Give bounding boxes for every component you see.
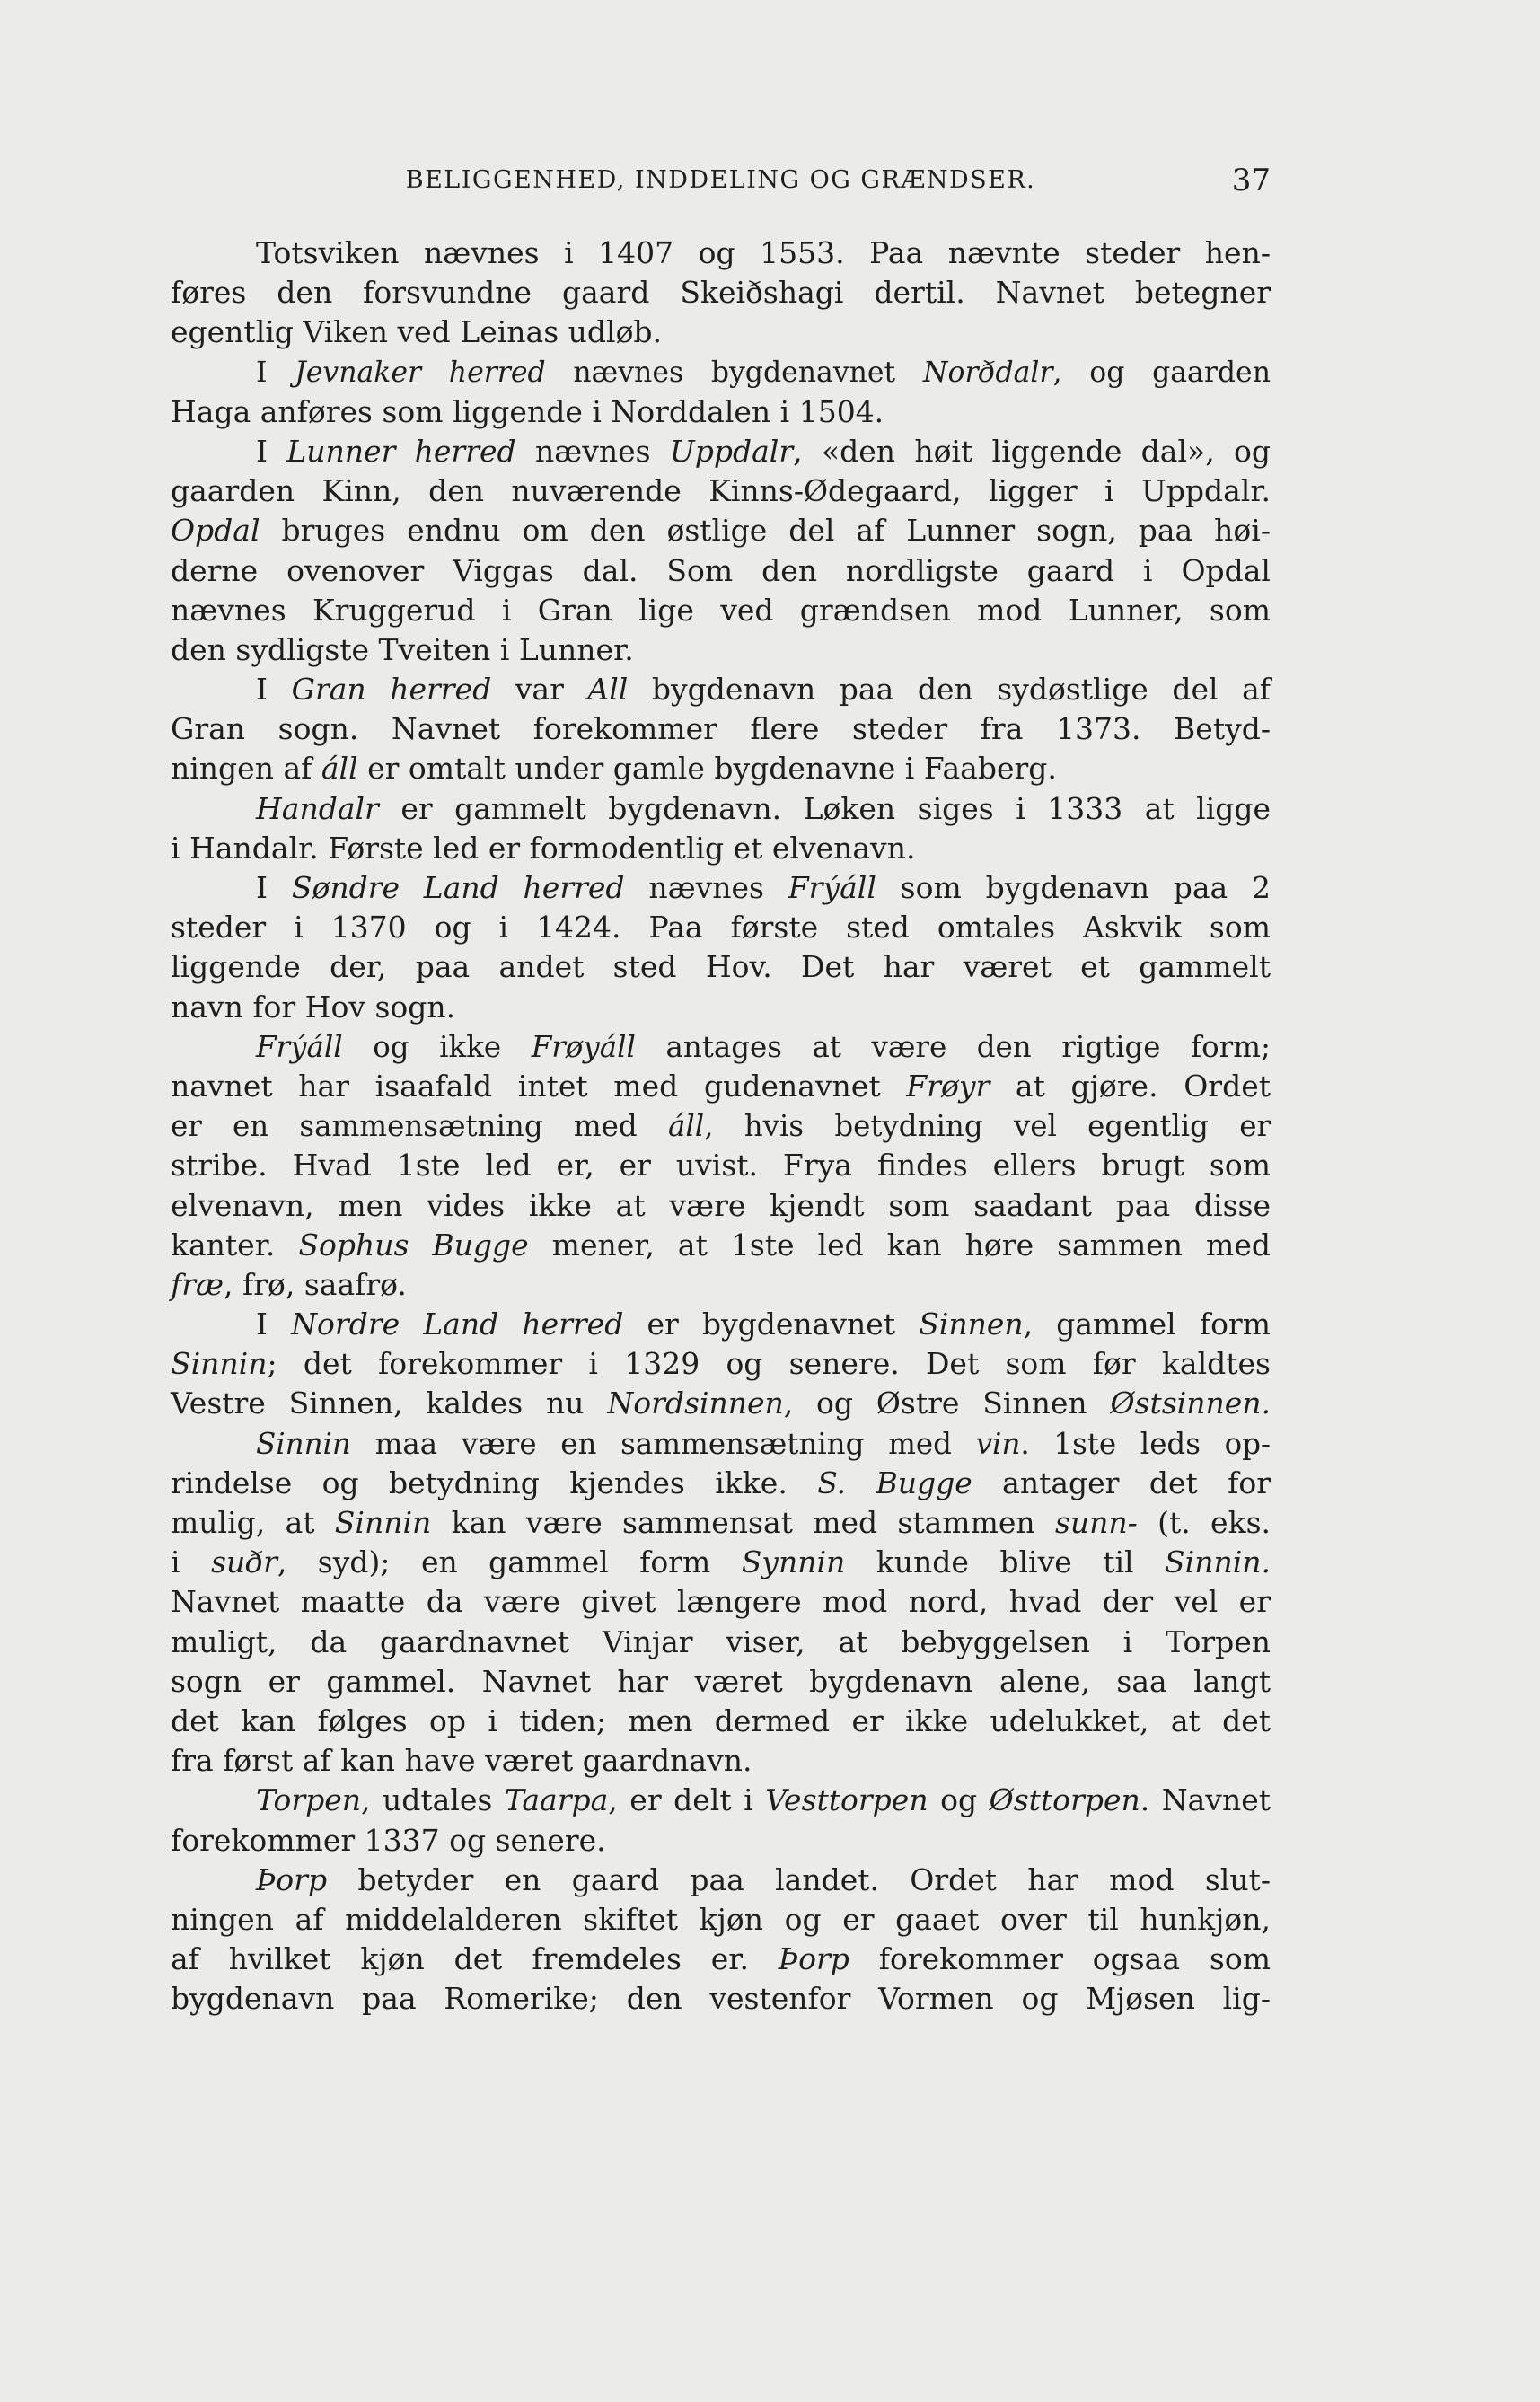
text-run: , syd); en gammel form bbox=[277, 1544, 742, 1580]
text-run: kunde blive til bbox=[845, 1544, 1166, 1580]
text-run: den sydligste Tveiten i Lunner. bbox=[171, 631, 634, 667]
text-line bbox=[171, 1781, 1271, 1820]
italic-text: S. Bugge bbox=[817, 1465, 972, 1500]
italic-text: sunn- bbox=[1054, 1505, 1138, 1540]
text-run: (t. eks. bbox=[1137, 1505, 1271, 1540]
text-run: kan være sammensat med stammen bbox=[431, 1505, 1055, 1540]
text-run: maa være en sammensætning med bbox=[350, 1426, 976, 1461]
text-run: , «den høit liggende dal», og bbox=[793, 433, 1271, 469]
text-run: og ikke bbox=[342, 1029, 532, 1064]
italic-text: fræ bbox=[171, 1266, 224, 1302]
text-run: i bbox=[171, 1544, 212, 1580]
text-line bbox=[171, 312, 1271, 352]
text-run: i Handalr. Første led er formodentlig et elvenavn. bbox=[171, 830, 916, 866]
italic-text: áll bbox=[321, 751, 358, 787]
italic-text: Sinnen bbox=[919, 1307, 1024, 1342]
text-run: navn for Hov sogn. bbox=[171, 989, 456, 1025]
body-text bbox=[171, 233, 1271, 2019]
text-line bbox=[171, 233, 1271, 273]
italic-text: Vesttorpen bbox=[765, 1782, 928, 1818]
text-run: . 1ste leds op- bbox=[1020, 1426, 1271, 1461]
text-run: det kan følges op i tiden; men dermed er ikke udelukket, at det bbox=[171, 1703, 1271, 1738]
text-run: nævnes bbox=[515, 433, 670, 469]
italic-text: Søndre Land herred bbox=[291, 870, 625, 905]
text-run: nævnes Kruggerud i Gran lige ved grændsen mod Lunner, som bbox=[171, 592, 1271, 628]
text-line bbox=[171, 988, 1271, 1027]
text-line bbox=[171, 591, 1271, 630]
text-line bbox=[171, 1940, 1271, 1979]
text-line bbox=[171, 670, 1271, 709]
text-run: er gammelt bygdenavn. Løken siges i 1333 at ligge bbox=[378, 790, 1271, 826]
text-line bbox=[171, 1582, 1271, 1622]
text-run: forekommer ogsaa som bbox=[849, 1941, 1271, 1977]
text-line bbox=[171, 1503, 1271, 1543]
italic-text: Østsinnen. bbox=[1110, 1386, 1271, 1421]
text-run: muligt, da gaardnavnet Vinjar viser, at bebyggelsen i Torpen bbox=[171, 1623, 1271, 1659]
text-run: , og Østre Sinnen bbox=[783, 1386, 1111, 1421]
text-run: sogn er gammel. Navnet har været bygdenavn alene, saa langt bbox=[171, 1663, 1271, 1699]
text-run: mener, at 1ste led kan høre sammen med bbox=[528, 1227, 1271, 1263]
text-run: gaarden Kinn, den nuværende Kinns-Ødegaard, ligger i Uppdalr. bbox=[171, 473, 1271, 509]
text-line bbox=[171, 1464, 1271, 1503]
text-run: nævnes bygdenavnet bbox=[545, 356, 923, 389]
text-line bbox=[171, 829, 1271, 868]
text-run: . Navnet bbox=[1140, 1782, 1271, 1818]
text-run: føres den forsvundne gaard Skeiðshagi dertil. Navnet betegner bbox=[171, 275, 1271, 311]
italic-text: vin bbox=[975, 1426, 1021, 1461]
text-run: , udtales bbox=[361, 1782, 505, 1818]
text-run: I bbox=[256, 1307, 292, 1342]
text-line bbox=[171, 1424, 1271, 1464]
text-line bbox=[171, 432, 1271, 471]
italic-text: Sinnin bbox=[256, 1426, 351, 1461]
text-run: fra først af kan have været gaardnavn. bbox=[171, 1743, 752, 1779]
text-line bbox=[171, 1027, 1271, 1067]
italic-text: áll bbox=[667, 1109, 705, 1144]
text-line bbox=[171, 273, 1271, 312]
text-line bbox=[171, 1623, 1271, 1662]
text-run: og bbox=[928, 1782, 990, 1818]
italic-text: Þorp bbox=[778, 1941, 849, 1977]
text-line bbox=[171, 1226, 1271, 1265]
text-line bbox=[171, 1900, 1271, 1940]
text-run: kanter. bbox=[171, 1227, 299, 1263]
text-line bbox=[171, 1106, 1271, 1146]
text-run: forekommer 1337 og senere. bbox=[171, 1822, 606, 1858]
text-line bbox=[171, 749, 1271, 788]
text-line bbox=[171, 1979, 1271, 2019]
text-run: elvenavn, men vides ikke at være kjendt som saadant paa disse bbox=[171, 1187, 1271, 1223]
text-run: antages at være den rigtige form; bbox=[635, 1029, 1271, 1064]
text-line bbox=[171, 1662, 1271, 1702]
text-line bbox=[171, 1821, 1271, 1861]
text-run: liggende der, paa andet sted Hov. Det har været et gammelt bbox=[171, 949, 1271, 985]
text-line bbox=[171, 1543, 1271, 1582]
italic-text: Frøyr bbox=[906, 1068, 990, 1104]
text-run: ningen af middelalderen skiftet kjøn og er gaaet over til hunkjøn, bbox=[171, 1901, 1271, 1937]
text-run: , hvis betydning vel egentlig er bbox=[704, 1109, 1271, 1144]
italic-text: Nordre Land herred bbox=[291, 1307, 624, 1342]
text-run: er omtalt under gamle bygdenavne i Faaberg. bbox=[357, 751, 1057, 787]
text-line bbox=[171, 1265, 1271, 1305]
text-run: bruges endnu om den østlige del af Lunner sogn, paa høi- bbox=[260, 513, 1271, 549]
text-line bbox=[171, 1186, 1271, 1226]
text-run: Gran sogn. Navnet forekommer flere steder fra 1373. Betyd- bbox=[171, 711, 1271, 747]
text-line bbox=[171, 471, 1271, 511]
italic-text: Norðdalr bbox=[922, 356, 1053, 389]
text-line bbox=[171, 789, 1271, 829]
italic-text: suðr bbox=[211, 1544, 277, 1580]
text-line bbox=[171, 551, 1271, 591]
text-run: Navnet maatte da være givet længere mod nord, hvad der vel er bbox=[171, 1584, 1271, 1620]
text-line bbox=[171, 1305, 1271, 1344]
text-line bbox=[171, 1702, 1271, 1741]
italic-text: Torpen bbox=[256, 1782, 361, 1818]
page-number: 37 bbox=[1231, 163, 1271, 198]
text-run: mulig, at bbox=[171, 1505, 335, 1540]
italic-text: Sophus Bugge bbox=[298, 1227, 529, 1263]
italic-text: Synnin bbox=[741, 1544, 846, 1580]
text-run: egentlig Viken ved Leinas udløb. bbox=[171, 314, 663, 350]
italic-text: Þorp bbox=[256, 1861, 328, 1897]
italic-text: Sinnin bbox=[334, 1505, 432, 1540]
italic-text: Frýáll bbox=[256, 1029, 343, 1064]
italic-text: Uppdalr bbox=[669, 433, 794, 469]
text-run: navnet har isaafald intet med gudenavnet bbox=[171, 1068, 907, 1104]
text-run: I bbox=[256, 356, 295, 389]
text-run: betyder en gaard paa landet. Ordet har mod slut- bbox=[327, 1861, 1271, 1897]
text-run: ; det forekommer i 1329 og senere. Det som før kaldtes bbox=[267, 1346, 1271, 1382]
text-run: ningen af bbox=[171, 751, 321, 787]
text-run: derne ovenover Viggas dal. Som den nordligste gaard i Opdal bbox=[171, 552, 1271, 588]
text-line bbox=[171, 1741, 1271, 1781]
text-run: at gjøre. Ordet bbox=[990, 1068, 1271, 1104]
italic-text: Frøyáll bbox=[531, 1029, 636, 1064]
text-run: , gammel form bbox=[1023, 1307, 1271, 1342]
italic-text: All bbox=[587, 672, 629, 708]
italic-text: Nordsinnen bbox=[607, 1386, 784, 1421]
text-line bbox=[171, 511, 1271, 550]
text-run: , og gaarden bbox=[1052, 356, 1271, 389]
text-run: af hvilket kjøn det fremdeles er. bbox=[171, 1941, 779, 1977]
running-head: BELIGGENHED, INDDELING OG GRÆNDSER. bbox=[405, 166, 1036, 194]
italic-text: Sinnin. bbox=[1165, 1544, 1271, 1580]
text-line bbox=[171, 908, 1271, 947]
text-run: Totsviken nævnes i 1407 og 1553. Paa nævnte steder hen- bbox=[256, 235, 1271, 270]
text-line bbox=[171, 1146, 1271, 1185]
italic-text: Taarpa bbox=[504, 1782, 609, 1818]
text-run: antager det for bbox=[972, 1465, 1271, 1500]
italic-text: Lunner herred bbox=[286, 433, 516, 469]
text-run: bygdenavn paa Romerike; den vestenfor Vormen og Mjøsen lig- bbox=[171, 1981, 1271, 2017]
text-run: er en sammensætning med bbox=[171, 1109, 668, 1144]
page-header bbox=[171, 158, 1271, 203]
text-run: I bbox=[256, 870, 292, 905]
text-run: nævnes bbox=[624, 870, 788, 905]
text-run: Vestre Sinnen, kaldes nu bbox=[171, 1386, 608, 1421]
text-run: , er delt i bbox=[608, 1782, 766, 1818]
italic-text: Gran herred bbox=[291, 672, 492, 708]
text-line bbox=[171, 947, 1271, 987]
text-run: var bbox=[491, 672, 588, 708]
text-line bbox=[171, 1344, 1271, 1384]
text-run: I bbox=[256, 433, 287, 469]
text-line bbox=[171, 1384, 1271, 1423]
italic-text: Opdal bbox=[171, 513, 260, 549]
text-run: bygdenavn paa den sydøstlige del af bbox=[628, 672, 1271, 708]
text-run: som bygdenavn paa 2 bbox=[876, 870, 1271, 905]
text-run: steder i 1370 og i 1424. Paa første sted omtales Askvik som bbox=[171, 910, 1271, 946]
text-run: I bbox=[256, 672, 292, 708]
italic-text: Sinnin bbox=[171, 1346, 268, 1382]
text-line bbox=[171, 392, 1271, 432]
italic-text: Østtorpen bbox=[989, 1782, 1140, 1818]
text-line bbox=[171, 868, 1271, 908]
italic-text: Jevnaker herred bbox=[295, 356, 546, 389]
italic-text: Handalr bbox=[256, 790, 379, 826]
text-line bbox=[171, 353, 1271, 392]
text-line bbox=[171, 709, 1271, 749]
text-run: stribe. Hvad 1ste led er, er uvist. Frya findes ellers brugt som bbox=[171, 1148, 1271, 1183]
text-run: Haga anføres som liggende i Norddalen i 1504. bbox=[171, 393, 884, 429]
text-run: rindelse og betydning kjendes ikke. bbox=[171, 1465, 818, 1500]
text-line bbox=[171, 1067, 1271, 1106]
text-run: er bygdenavnet bbox=[623, 1307, 920, 1342]
text-line bbox=[171, 1861, 1271, 1900]
italic-text: Frýáll bbox=[788, 870, 876, 905]
text-run: , frø, saafrø. bbox=[224, 1266, 407, 1302]
text-line bbox=[171, 630, 1271, 670]
